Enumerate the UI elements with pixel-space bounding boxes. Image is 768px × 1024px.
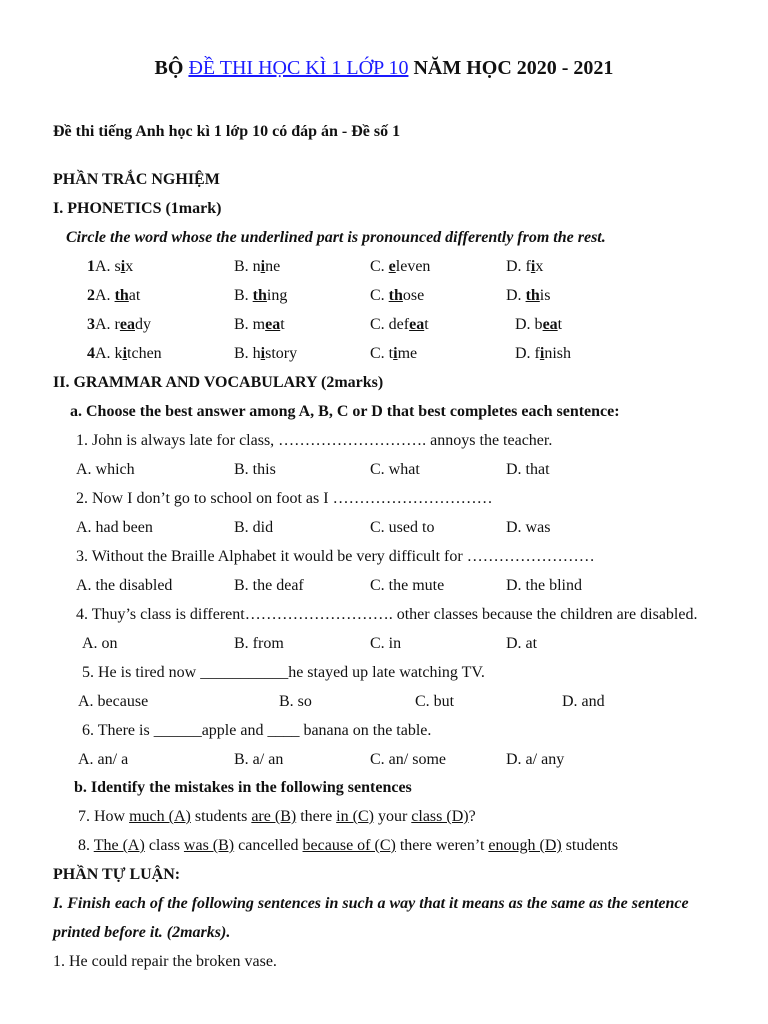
phonetics-heading: I. PHONETICS (1mark) [53, 200, 222, 217]
underlined-part: th [388, 287, 403, 304]
phonetics-option: C. defeat [370, 316, 429, 333]
phonetics-option: B. thing [234, 287, 288, 304]
phonetics-question-number: 2 [87, 287, 95, 304]
underlined-part: i [122, 345, 128, 362]
answer-option: C. used to [370, 519, 435, 536]
answer-option: C. in [370, 635, 402, 652]
rewrite-instruction-line2: printed before it. (2marks). [53, 924, 231, 941]
title-suffix: NĂM HỌC 2020 - 2021 [408, 57, 614, 79]
underlined-part: th [252, 287, 267, 304]
grammar-question: 1. John is always late for class, ………………………. annoys the teacher. [76, 432, 553, 449]
answer-option: B. from [234, 635, 284, 652]
answer-option: C. but [415, 693, 455, 710]
answer-option: D. the blind [506, 577, 582, 594]
answer-option: A. an/ a [78, 751, 129, 768]
phonetics-option: D. this [506, 287, 551, 304]
answer-option: B. so [279, 693, 312, 710]
phonetics-option: A. that [95, 287, 141, 304]
mistake-question-8: 8. The (A) class was (B) cancelled because of (C) there weren’t enough (D) students [78, 837, 619, 854]
phonetics-option: D. finish [515, 345, 572, 362]
answer-option: A. the disabled [76, 577, 173, 594]
phonetics-question-number: 3 [87, 316, 95, 333]
phonetics-option: B. history [234, 345, 298, 362]
underlined-part: i [539, 345, 545, 362]
option-d: class (D) [411, 808, 469, 825]
answer-option: D. that [506, 461, 550, 478]
part1-heading: PHẦN TRẮC NGHIỆM [53, 171, 220, 188]
grammar-sub-a: a. Choose the best answer among A, B, C or D that best completes each sentence: [70, 403, 620, 420]
underlined-part: ea [542, 316, 558, 333]
answer-option: C. what [370, 461, 420, 478]
phonetics-question-number: 4 [87, 345, 95, 362]
underlined-part: th [525, 287, 540, 304]
answer-option: C. an/ some [370, 751, 446, 768]
subtitle: Đề thi tiếng Anh học kì 1 lớp 10 có đáp án - Đề số 1 [53, 123, 401, 140]
answer-option: D. was [506, 519, 551, 536]
grammar-question: 4. Thuy’s class is different………………………. other classes because the children are disabled. [76, 606, 698, 623]
underlined-part: i [530, 258, 536, 275]
option-a: much (A) [129, 808, 191, 825]
underlined-part: i [260, 345, 266, 362]
phonetics-option: C. time [370, 345, 418, 362]
phonetics-option: C. those [370, 287, 425, 304]
grammar-question: 2. Now I don’t go to school on foot as I ………………………… [76, 490, 493, 507]
mistake-question-7: 7. How much (A) students are (B) there in (C) your class (D)? [78, 808, 476, 825]
phonetics-option: C. eleven [370, 258, 431, 275]
phonetics-instruction: Circle the word whose the underlined part is pronounced differently from the rest. [66, 229, 606, 246]
option-b: was (B) [183, 837, 235, 854]
answer-option: B. the deaf [234, 577, 304, 594]
underlined-part: i [120, 258, 126, 275]
underlined-part: i [393, 345, 398, 362]
option-a: The (A) [93, 837, 145, 854]
answer-option: B. this [234, 461, 276, 478]
answer-option: A. on [82, 635, 118, 652]
answer-option: A. because [78, 693, 149, 710]
title-link[interactable]: ĐỀ THI HỌC KÌ 1 LỚP 10 [188, 57, 409, 79]
answer-option: C. the mute [370, 577, 445, 594]
phonetics-option: A. six [95, 258, 134, 275]
phonetics-option: A. ready [95, 316, 151, 333]
answer-option: D. a/ any [506, 751, 565, 768]
phonetics-option: B. meat [234, 316, 285, 333]
phonetics-option: B. nine [234, 258, 281, 275]
underlined-part: i [260, 258, 266, 275]
option-c: in (C) [336, 808, 374, 825]
phonetics-question-number: 1 [87, 258, 95, 275]
rewrite-question-1: 1. He could repair the broken vase. [53, 953, 277, 970]
grammar-sub-b: b. Identify the mistakes in the following sentences [74, 779, 412, 796]
underlined-part: ea [409, 316, 425, 333]
grammar-heading: II. GRAMMAR AND VOCABULARY (2marks) [53, 374, 384, 391]
phonetics-option: D. beat [515, 316, 563, 333]
option-d: enough (D) [488, 837, 562, 854]
answer-option: D. at [506, 635, 538, 652]
underlined-part: e [388, 258, 396, 275]
title-prefix: BỘ [154, 57, 189, 79]
answer-option: A. which [76, 461, 135, 478]
answer-option: B. a/ an [234, 751, 284, 768]
underlined-part: ea [265, 316, 281, 333]
option-b: are (B) [251, 808, 297, 825]
rewrite-instruction-line1: I. Finish each of the following sentences in such a way that it means as the same as the sentence [53, 895, 689, 912]
underlined-part: th [114, 287, 129, 304]
answer-option: A. had been [76, 519, 153, 536]
grammar-question: 5. He is tired now ___________he stayed up late watching TV. [82, 664, 485, 681]
grammar-question: 3. Without the Braille Alphabet it would be very difficult for …………………… [76, 548, 595, 565]
underlined-part: ea [119, 316, 135, 333]
part2-heading: PHẦN TỰ LUẬN: [53, 866, 181, 883]
grammar-question: 6. There is ______apple and ____ banana on the table. [82, 722, 432, 739]
page-title [0, 55, 768, 81]
answer-option: D. and [562, 693, 605, 710]
phonetics-option: D. fix [506, 258, 544, 275]
option-c: because of (C) [302, 837, 396, 854]
phonetics-option: A. kitchen [95, 345, 162, 362]
answer-option: B. did [234, 519, 274, 536]
